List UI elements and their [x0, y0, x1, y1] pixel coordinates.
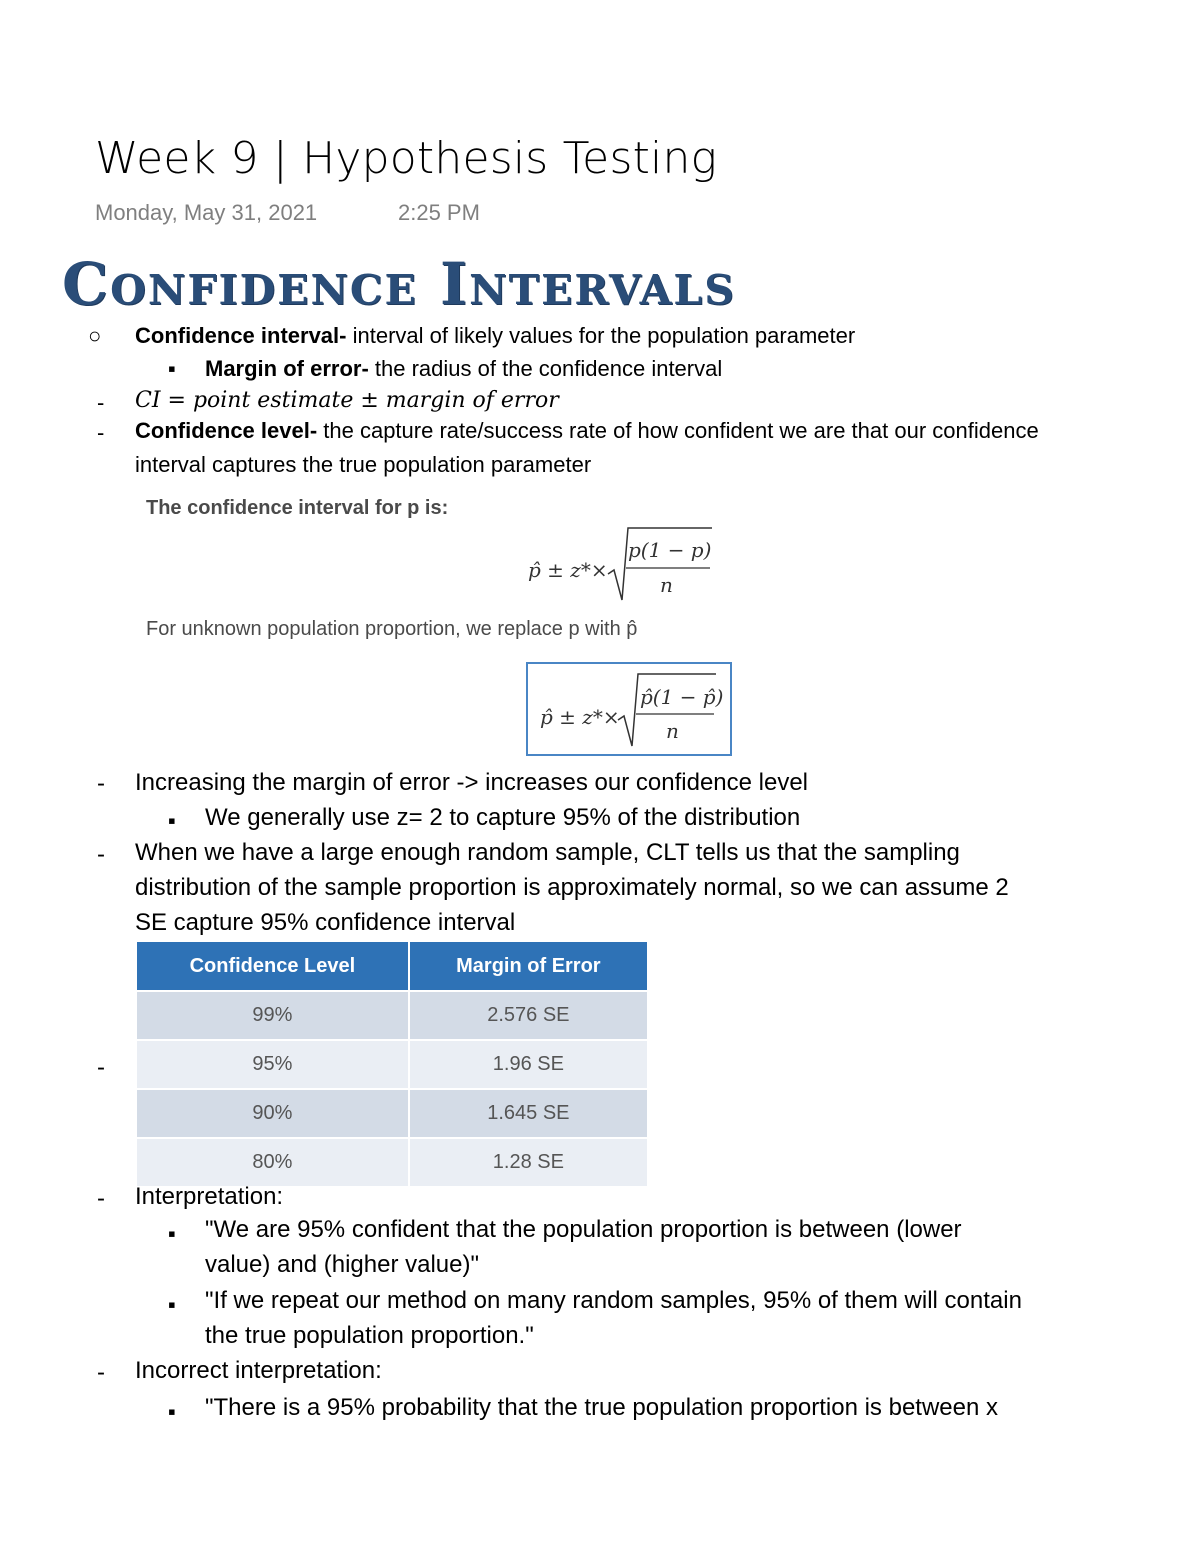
list-item: "If we repeat our method on many random samples, 95% of them will contain — [205, 1287, 1022, 1314]
column-header: Margin of Error — [409, 942, 648, 991]
page-date: Monday, May 31, 2021 — [95, 200, 318, 225]
table-cell: 80% — [137, 1138, 409, 1186]
circle-bullet: ○ — [88, 323, 102, 348]
list-item — [205, 356, 722, 382]
formula-denominator: n — [666, 719, 679, 743]
term: Margin of error- — [205, 356, 369, 381]
square-bullet: ▪ — [168, 1292, 176, 1317]
page-title: Week 9 | Hypothesis Testing — [95, 133, 718, 184]
dash-bullet: - — [97, 420, 105, 445]
term: Confidence interval- — [135, 323, 347, 348]
table-row — [137, 991, 648, 1040]
section-heading: Confidence Intervals — [62, 250, 736, 318]
list-item-continued: SE capture 95% confidence interval — [135, 909, 516, 936]
image-caption-2: For unknown population proportion, we replace p with p̂ — [146, 618, 638, 640]
list-item: We generally use z= 2 to capture 95% of the distribution — [205, 804, 801, 831]
dash-bullet: - — [97, 390, 105, 415]
table-cell: 99% — [137, 991, 409, 1040]
list-item: "There is a 95% probability that the true population proportion is between x — [205, 1394, 998, 1421]
dash-bullet: - — [97, 1359, 105, 1386]
table-cell: 90% — [137, 1089, 409, 1138]
dash-bullet: - — [97, 770, 105, 797]
term: Confidence level- — [135, 418, 318, 443]
list-item-continued: distribution of the sample proportion is approximately normal, so we can assume 2 — [135, 874, 1009, 901]
formula-lhs: p̂ ± z*× — [528, 558, 608, 582]
ci-formula: CI = point estimate ± margin of error — [135, 388, 559, 413]
table-row — [137, 1089, 648, 1138]
page-time: 2:25 PM — [398, 200, 480, 225]
table-cell: 1.645 SE — [409, 1089, 648, 1138]
definition: the capture rate/success rate of how confident we are that our confidence — [317, 418, 1039, 443]
dash-bullet: - — [97, 1185, 105, 1212]
table-cell: 1.96 SE — [409, 1040, 648, 1089]
formula-numerator: p(1 − p) — [628, 538, 712, 562]
square-bullet: ▪ — [168, 356, 176, 381]
margin-of-error-table — [137, 942, 649, 1186]
dash-bullet: - — [97, 1054, 105, 1081]
column-header: Confidence Level — [137, 942, 409, 991]
square-bullet: ▪ — [168, 1399, 176, 1424]
formula-lhs: p̂ ± z*× — [540, 705, 620, 729]
table-cell: 1.28 SE — [409, 1138, 648, 1186]
list-item — [135, 323, 855, 349]
list-item-continued: the true population proportion." — [205, 1322, 534, 1349]
table-cell: 2.576 SE — [409, 991, 648, 1040]
definition: the radius of the confidence interval — [368, 356, 723, 381]
square-bullet: ▪ — [168, 808, 176, 833]
dash-bullet: - — [97, 841, 105, 868]
clipped-text-fragment — [205, 1433, 295, 1439]
table-row — [137, 1138, 648, 1186]
table-cell: 95% — [137, 1040, 409, 1089]
definition: interval of likely values for the population parameter — [346, 323, 856, 348]
list-item: When we have a large enough random sample, CLT tells us that the sampling — [135, 839, 960, 866]
formula-denominator: n — [660, 573, 673, 597]
list-item: Interpretation: — [135, 1183, 284, 1210]
list-item: Increasing the margin of error -> increases our confidence level — [135, 769, 809, 796]
image-caption: The confidence interval for p is: — [146, 497, 449, 519]
list-item: Incorrect interpretation: — [135, 1357, 382, 1384]
square-bullet: ▪ — [168, 1221, 176, 1246]
list-item: "We are 95% confident that the population proportion is between (lower — [205, 1216, 962, 1243]
formula-numerator: p̂(1 − p̂) — [640, 685, 724, 709]
list-item-continued: value) and (higher value)" — [205, 1251, 480, 1278]
table-row — [137, 1040, 648, 1089]
list-item — [135, 418, 1039, 444]
table-header-row — [137, 942, 648, 991]
definition-continued: interval captures the true population parameter — [135, 452, 592, 477]
